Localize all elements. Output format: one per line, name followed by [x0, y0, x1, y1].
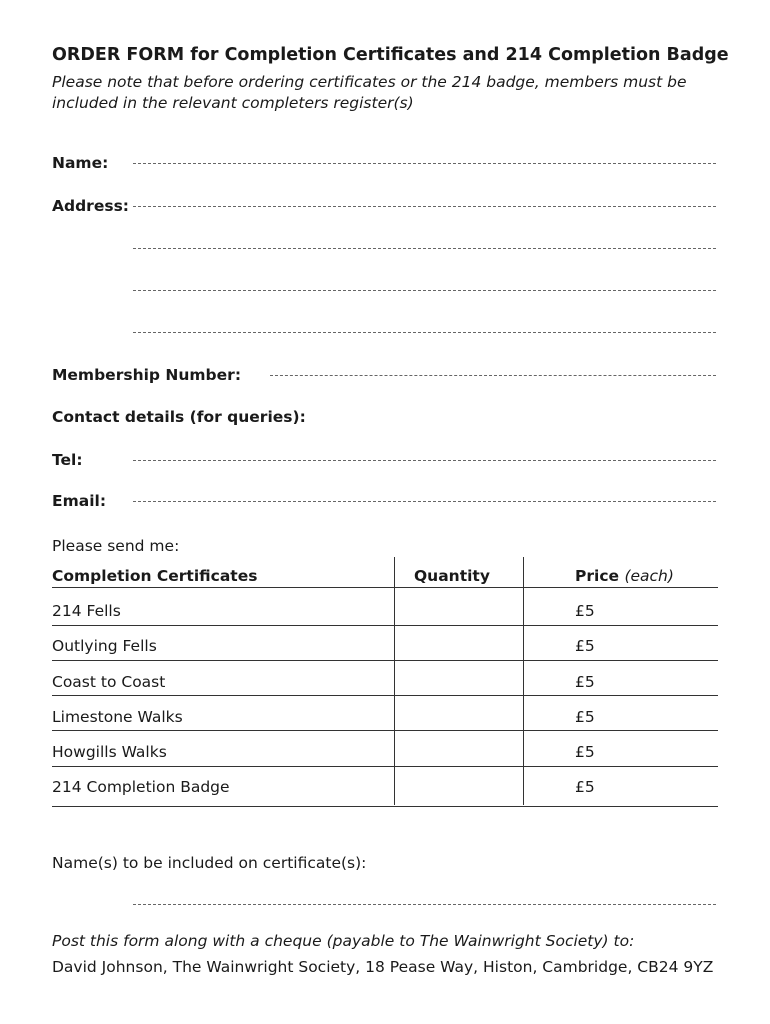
quantity-field-214-completion-badge[interactable] — [400, 769, 518, 799]
quantity-field-coast-to-coast[interactable] — [400, 663, 518, 693]
register-note: Please note that before ordering certificates or the 214 badge, members must be included in the relevant completers register(s) — [52, 73, 687, 112]
row-item-214-completion-badge: 214 Completion Badge — [52, 778, 230, 796]
row-rule — [52, 660, 718, 661]
row-rule — [52, 625, 718, 626]
row-rule — [52, 695, 718, 696]
row-price: £5 — [575, 637, 595, 655]
row-price: £5 — [575, 743, 595, 761]
header-price-note: (each) — [624, 567, 674, 585]
header-quantity: Quantity — [414, 567, 490, 585]
address-line-3-field[interactable] — [133, 290, 716, 291]
row-price: £5 — [575, 708, 595, 726]
name-label: Name: — [52, 154, 109, 172]
email-label: Email: — [52, 492, 107, 510]
row-item-coast-to-coast: Coast to Coast — [52, 673, 166, 691]
row-price: £5 — [575, 602, 595, 620]
table-divider-quantity — [394, 557, 395, 805]
quantity-field-limestone-walks[interactable] — [400, 698, 518, 728]
certificate-names-label: Name(s) to be included on certificate(s): — [52, 854, 367, 872]
address-label: Address: — [52, 197, 129, 215]
row-item-outlying-fells: Outlying Fells — [52, 637, 157, 655]
certificate-names-field[interactable] — [133, 904, 716, 905]
row-item-214-fells: 214 Fells — [52, 602, 121, 620]
quantity-field-outlying-fells[interactable] — [400, 628, 518, 658]
order-intro: Please send me: — [52, 537, 180, 555]
tel-label: Tel: — [52, 451, 83, 469]
address-line-1-field[interactable] — [133, 206, 716, 207]
table-header-rule — [52, 587, 718, 588]
membership-number-field[interactable] — [270, 375, 716, 376]
table-bottom-rule — [52, 806, 718, 807]
row-price: £5 — [575, 673, 595, 691]
row-item-howgills-walks: Howgills Walks — [52, 743, 167, 761]
header-price: Price (each) — [575, 567, 674, 585]
row-rule — [52, 730, 718, 731]
post-instruction: Post this form along with a cheque (payable to The Wainwright Society) to: — [52, 932, 635, 950]
quantity-field-214-fells[interactable] — [400, 592, 518, 622]
postal-address: David Johnson, The Wainwright Society, 18 Pease Way, Histon, Cambridge, CB24 9YZ — [52, 958, 714, 976]
quantity-field-howgills-walks[interactable] — [400, 733, 518, 763]
row-rule — [52, 766, 718, 767]
row-price: £5 — [575, 778, 595, 796]
contact-details-label: Contact details (for queries): — [52, 408, 306, 426]
header-completion-certificates: Completion Certificates — [52, 567, 258, 585]
address-line-4-field[interactable] — [133, 332, 716, 333]
form-title: ORDER FORM for Completion Certificates and 214 Completion Badge — [52, 45, 729, 65]
email-field[interactable] — [133, 501, 716, 502]
membership-number-label: Membership Number: — [52, 366, 242, 384]
name-field[interactable] — [133, 163, 716, 164]
table-divider-price — [523, 557, 524, 805]
row-item-limestone-walks: Limestone Walks — [52, 708, 183, 726]
tel-field[interactable] — [133, 460, 716, 461]
address-line-2-field[interactable] — [133, 248, 716, 249]
